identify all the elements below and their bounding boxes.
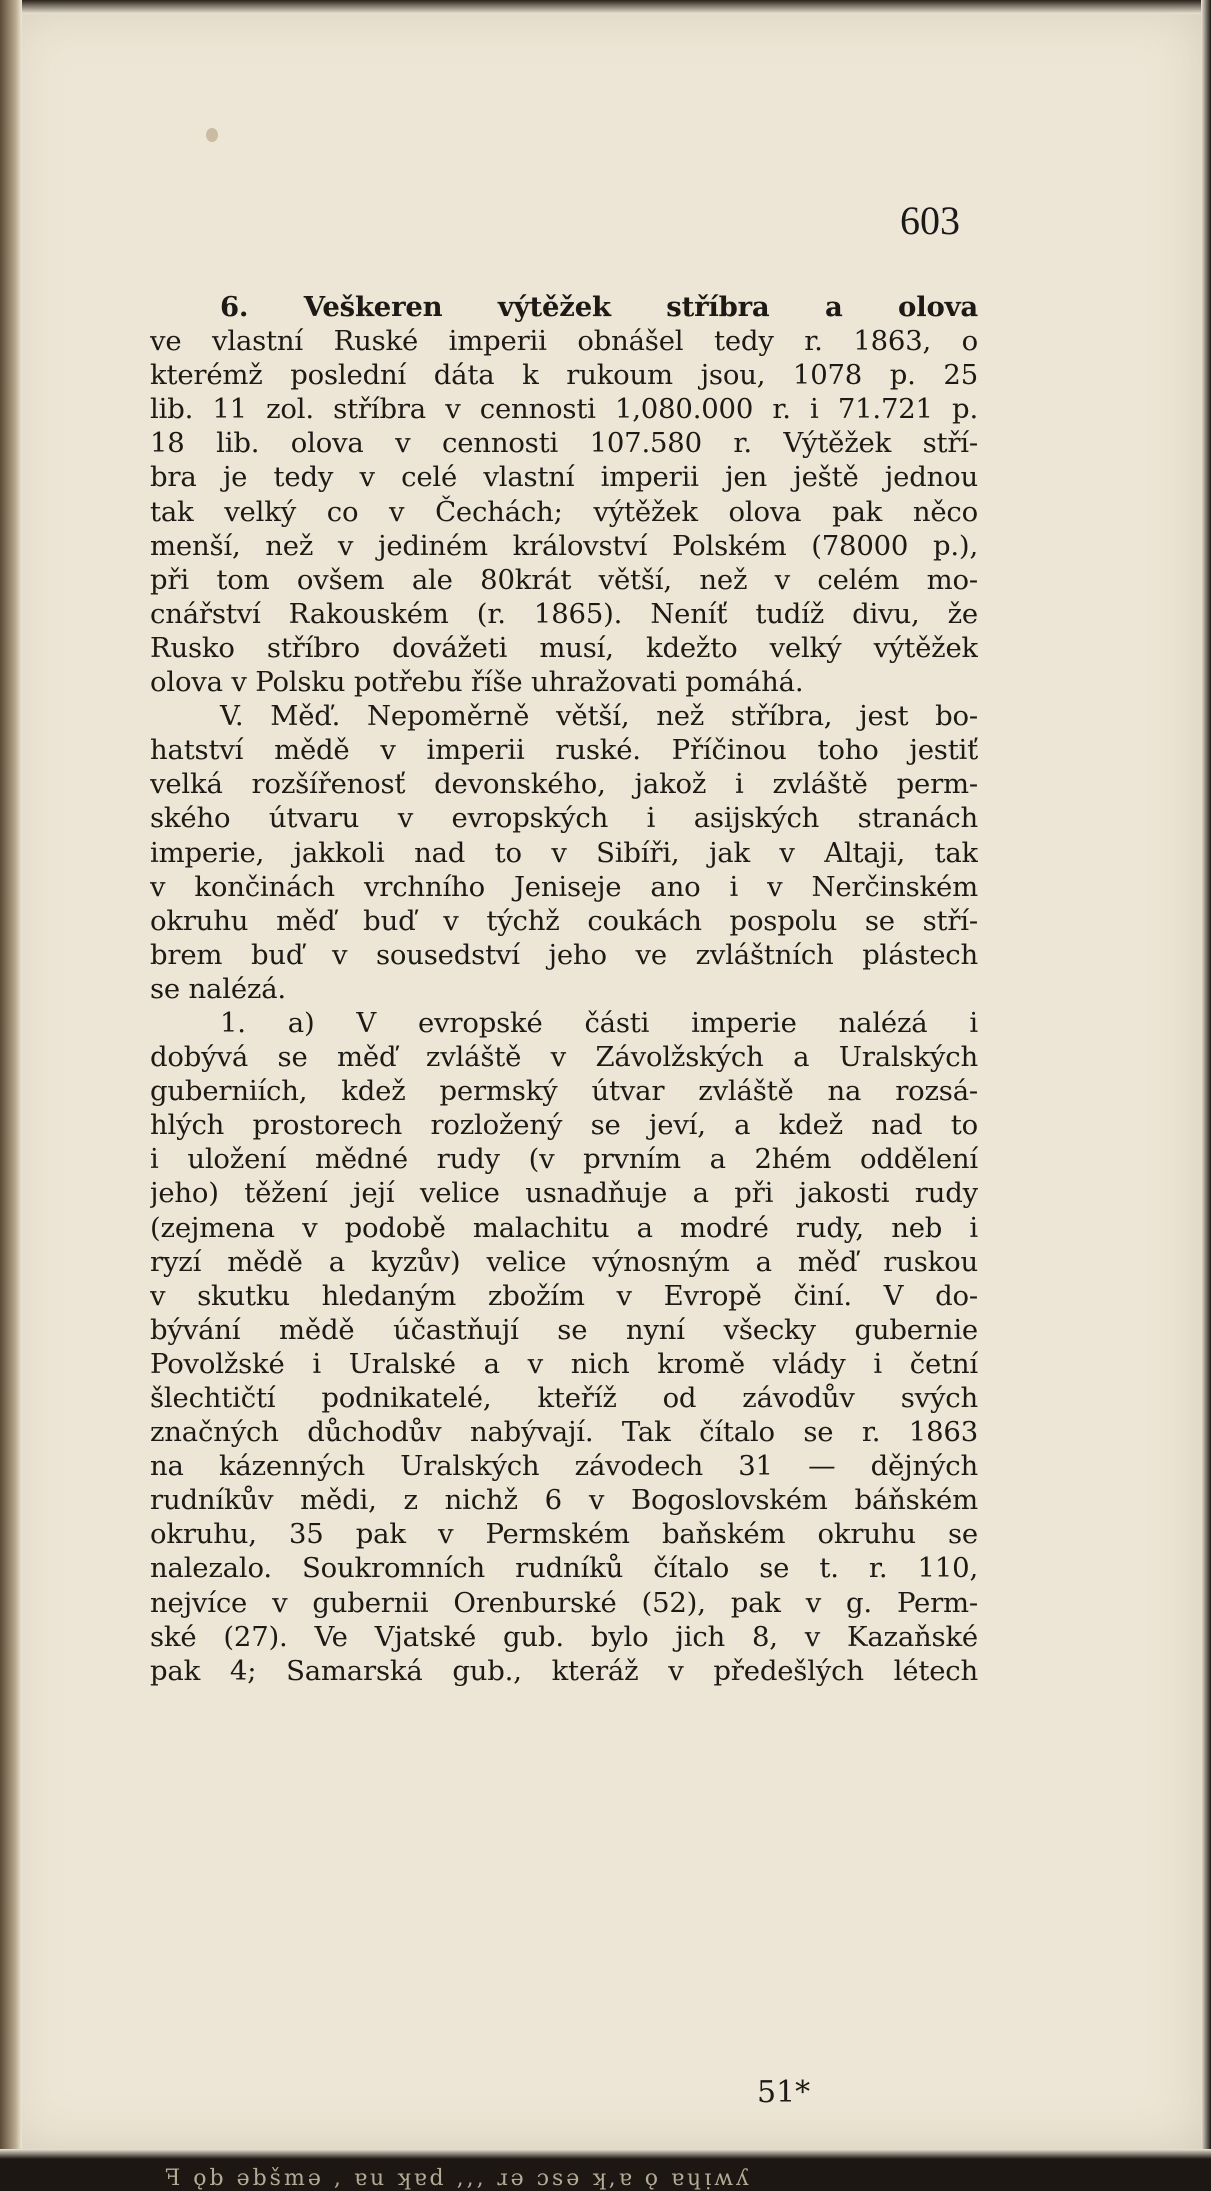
- text-line: ve vlastní Ruské imperii obnášel tedy r. 1863, o: [150, 325, 978, 358]
- text-line: bra je tedy v celé vlastní imperii jen ještě jednou: [150, 461, 978, 494]
- text-line: 18 lib. olova v cennosti 107.580 r. Výtěžek stří-: [150, 427, 978, 460]
- text-line: dobývá se měď zvláště v Závolžských a Uralských: [150, 1041, 978, 1074]
- text-line: 1. a) V evropské části imperie nalézá i: [220, 1006, 978, 1039]
- bleed-through-text: ꟻ ǫb əbšmǝ , ɐu ʞɐd ,,, ɹǝ ɔsǝ ʞ,ɐ ǫ ɐɥᴉʍʎ: [165, 2166, 752, 2191]
- text-line: okruhu, 35 pak v Permském baňském okruhu se: [150, 1518, 978, 1551]
- text-line: Povolžské i Uralské a v nich kromě vlády i četní: [150, 1347, 978, 1380]
- text-line: Rusko stříbro dovážeti musí, kdežto velký výtěžek: [150, 631, 978, 664]
- text-line: guberniích, kdež permský útvar zvláště na rozsá-: [150, 1075, 978, 1108]
- text-line: brem buď v sousedství jeho ve zvláštních plástech: [150, 938, 978, 971]
- text-line: imperie, jakkoli nad to v Sibíři, jak v Altaji, tak: [150, 836, 978, 869]
- text-line: šlechtičtí podnikatelé, kteříž od závodův svých: [150, 1382, 978, 1414]
- text-line: kterémž poslední dáta k rukoum jsou, 1078 p. 25: [150, 359, 978, 392]
- text-line: 6. Veškeren výtěžek stříbra a olova: [220, 291, 978, 323]
- text-line: hlých prostorech rozložený se jeví, a kdež nad to: [150, 1109, 978, 1142]
- text-line: hatství mědě v imperii ruské. Příčinou toho jestiť: [150, 734, 978, 767]
- text-line: rudníkův mědi, z nichž 6 v Bogoslovském báňském: [150, 1484, 978, 1517]
- text-line: v končinách vrchního Jeniseje ano i v Nerčinském: [150, 870, 978, 903]
- text-line: tak velký co v Čechách; výtěžek olova pak něco: [150, 495, 978, 528]
- text-line: nejvíce v gubernii Orenburské (52), pak v g. Perm-: [150, 1586, 978, 1619]
- page-gutter: [0, 0, 22, 2159]
- text-line: menší, než v jediném království Polském (78000 p.),: [150, 529, 978, 562]
- text-line: okruhu měď buď v týchž coukách pospolu se stří-: [150, 904, 978, 937]
- text-line: V. Měď. Nepoměrně větší, než stříbra, jest bo-: [220, 700, 978, 733]
- text-line: cnářství Rakouském (r. 1865). Neníť tudíž divu, že: [150, 597, 978, 630]
- text-line: pak 4; Samarská gub., kteráž v předešlých létech: [150, 1654, 978, 1687]
- text-line: bývání mědě účastňují se nyní všecky gubernie: [150, 1313, 978, 1346]
- text-line: při tom ovšem ale 80krát větší, než v celém mo-: [150, 563, 978, 596]
- text-line: ské (27). Ve Vjatské gub. bylo jich 8, v Kazaňské: [150, 1620, 978, 1653]
- text-line: lib. 11 zol. stříbra v cennosti 1,080.000 r. i 71.721 p.: [150, 393, 978, 426]
- text-line: jeho) těžení její velice usnadňuje a při jakosti rudy: [150, 1177, 978, 1210]
- page-number: 603: [900, 198, 960, 243]
- text-line: značných důchodův nabývají. Tak čítalo se r. 1863: [150, 1416, 978, 1449]
- text-line: na kázenných Uralských závodech 31 — dějných: [150, 1450, 978, 1483]
- page-right-edge: [1201, 0, 1211, 2159]
- body-text: [150, 290, 978, 1688]
- paper-blemish: [206, 128, 218, 142]
- page-top-edge: [0, 0, 1211, 14]
- text-line: v skutku hledaným zbožím v Evropě činí. V do-: [150, 1279, 978, 1312]
- text-line: olova v Polsku potřebu říše uhražovati pomáhá.: [150, 666, 804, 699]
- signature-mark: 51*: [757, 2075, 811, 2110]
- text-line: se nalézá.: [150, 972, 286, 1005]
- page-bottom-edge: [0, 2149, 1211, 2159]
- text-line: velká rozšířenosť devonského, jakož i zvláště perm-: [150, 768, 978, 801]
- text-line: i uložení mědné rudy (v prvním a 2hém oddělení: [150, 1143, 978, 1176]
- text-line: ryzí mědě a kyzův) velice výnosným a měď ruskou: [150, 1245, 978, 1278]
- text-line: nalezalo. Soukromních rudníků čítalo se t. r. 110,: [150, 1552, 978, 1585]
- text-line: (zejmena v podobě malachitu a modré rudy, neb i: [150, 1211, 978, 1244]
- text-line: ského útvaru v evropských i asijských stranách: [150, 802, 978, 835]
